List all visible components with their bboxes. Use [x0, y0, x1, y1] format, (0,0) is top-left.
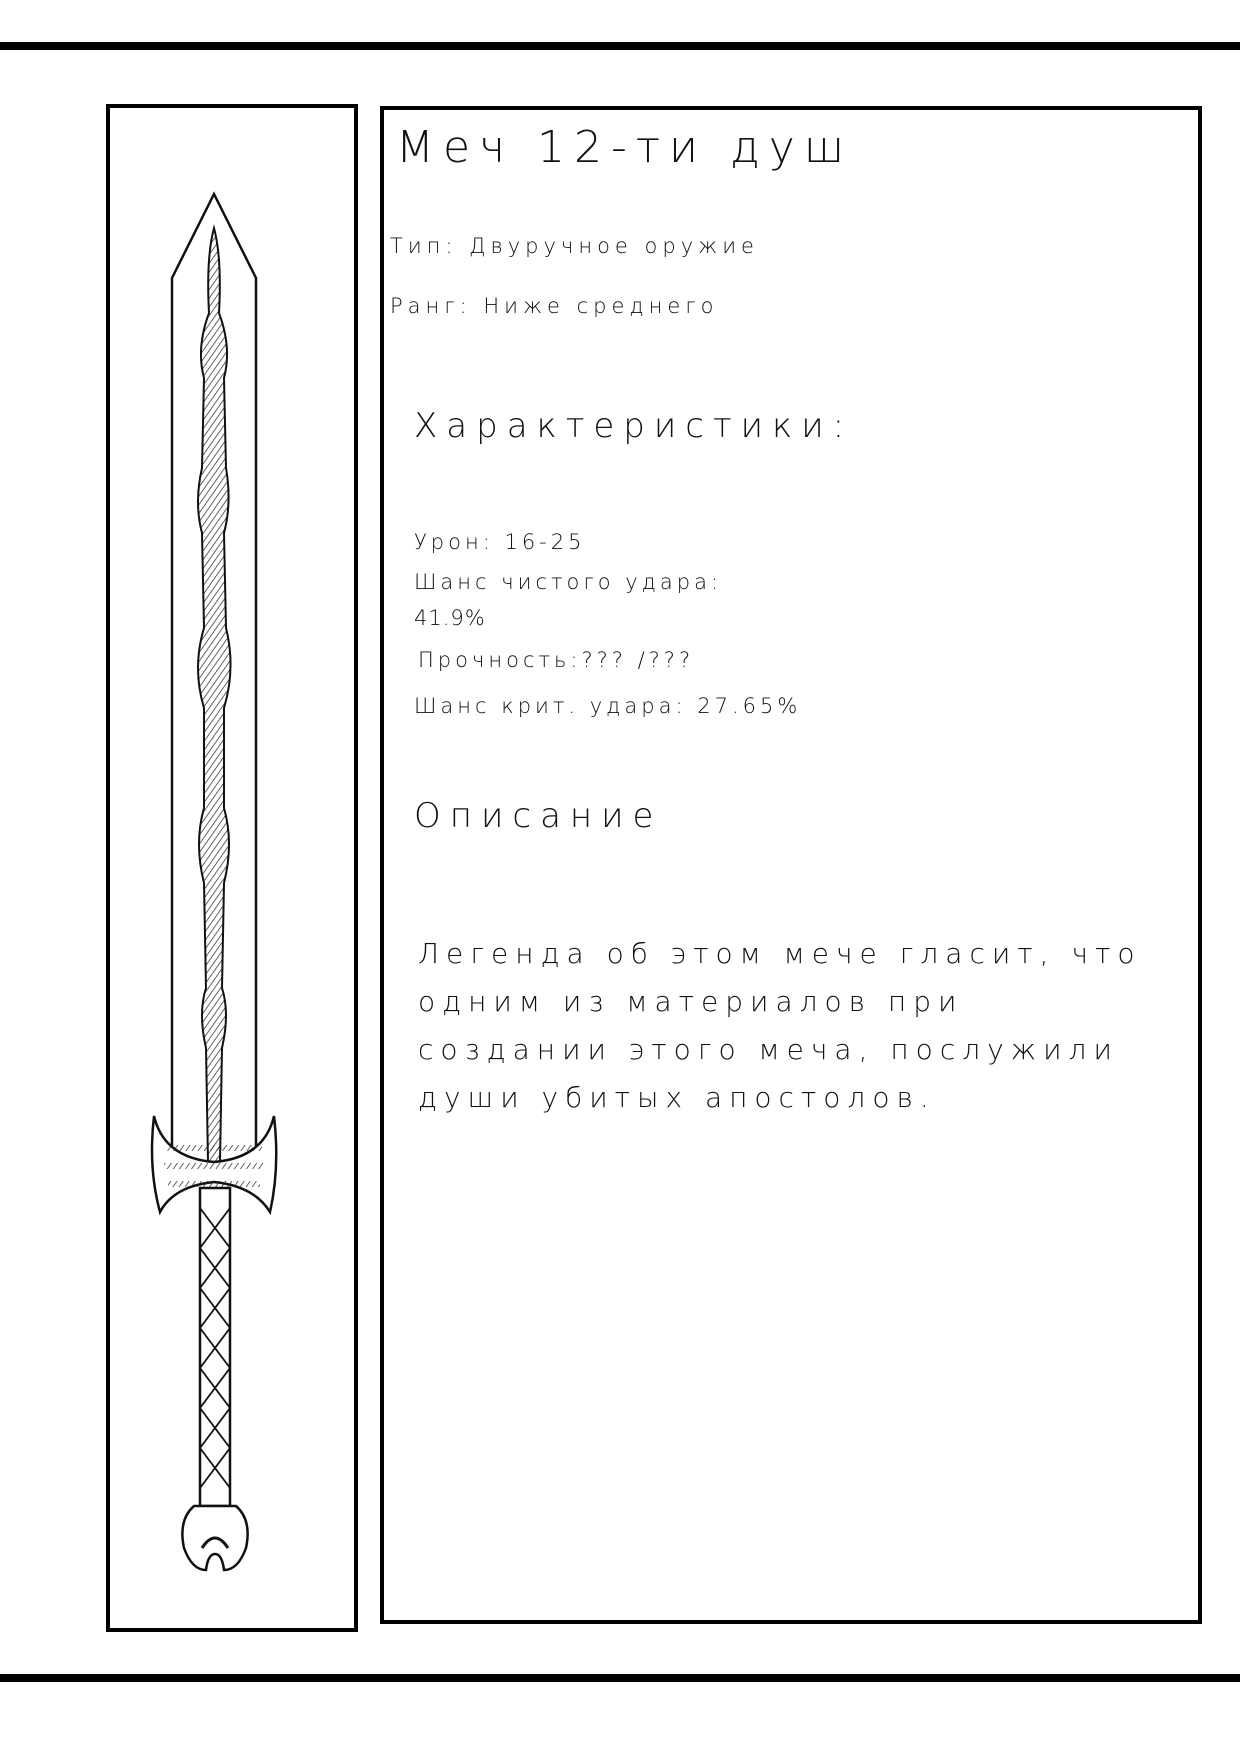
description-line: Легенда об этом мече гласит, что	[418, 937, 1142, 970]
description-line: одним из материалов при	[418, 985, 964, 1018]
stat-clean-hit-value: 41.9%	[414, 606, 486, 630]
description-line: души убитых апостолов.	[418, 1081, 936, 1114]
description-heading: Описание	[414, 796, 663, 836]
top-rule	[0, 42, 1240, 50]
stat-damage: Урон: 16-25	[414, 530, 586, 554]
stat-durability: Прочность:??? /???	[418, 648, 695, 672]
two-handed-sword-icon	[110, 108, 354, 1628]
stat-clean-hit-label: Шанс чистого удара:	[414, 570, 723, 594]
stats-heading: Характеристики:	[414, 406, 854, 446]
item-type: Тип: Двуручное оружие	[390, 234, 759, 258]
description-text	[418, 930, 1198, 1122]
details-panel	[380, 106, 1202, 1624]
item-rank: Ранг: Ниже среднего	[390, 294, 719, 318]
sword-fuller	[198, 228, 231, 1162]
bottom-rule	[0, 1674, 1240, 1682]
illustration-frame	[106, 104, 358, 1632]
stat-crit: Шанс крит. удара: 27.65%	[414, 694, 802, 718]
description-line: создании этого меча, послужили	[418, 1033, 1119, 1066]
item-title: Меч 12-ти душ	[396, 122, 854, 173]
